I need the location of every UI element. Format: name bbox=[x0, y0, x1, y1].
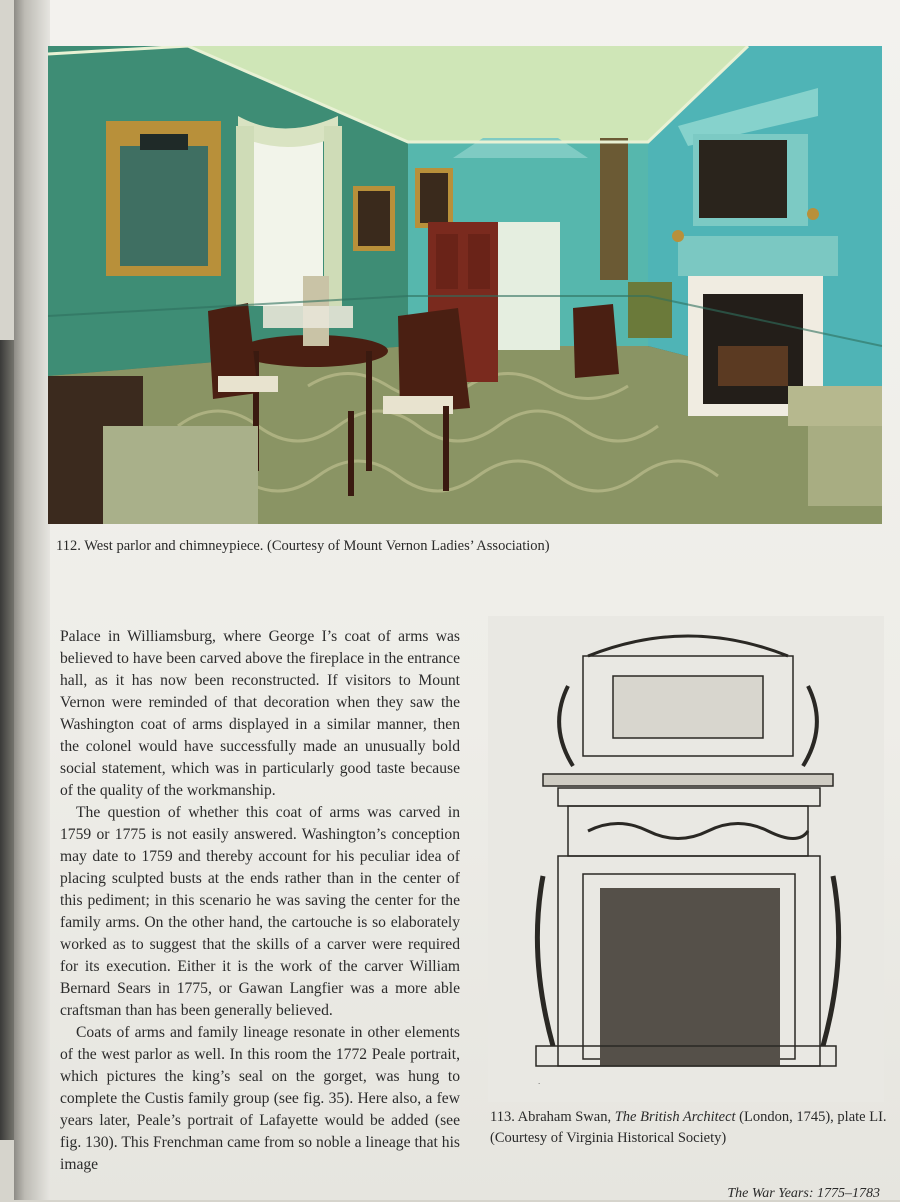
figure-113-caption bbox=[490, 1107, 890, 1149]
engraving-illustration bbox=[488, 616, 884, 1102]
running-head: The War Years: 1775–1783 bbox=[727, 1186, 880, 1201]
body-text-column bbox=[60, 626, 460, 1176]
west-parlor-photo bbox=[48, 46, 882, 524]
caption-rest: (London, 1745), plate LI. (Courtesy of Virginia Historical Society) bbox=[490, 1109, 887, 1147]
figure-112-caption: 112. West parlor and chimneypiece. (Courtesy of Mount Vernon Ladies’ Association) bbox=[56, 538, 550, 554]
chimneypiece-engraving bbox=[488, 616, 884, 1102]
caption-book-title: The British Architect bbox=[614, 1109, 736, 1125]
caption-number: 113. Abraham Swan, bbox=[490, 1109, 615, 1125]
gutter-shadow bbox=[14, 0, 50, 1200]
svg-text:.: . bbox=[538, 1078, 541, 1086]
parlor-illustration bbox=[48, 46, 882, 524]
paragraph: Palace in Williamsburg, where George I’s coat of arms was believed to have been carved above the fireplace in the entrance hall, as it has now been reconstructed. If visitors to Mount Vernon were reminded of that decoration when they saw the Washington coat of arms displayed in a similar manner, then the colonel would have successfully made an unusually bold social statement, which was in particularly good taste because of the quality of the workmanship. bbox=[60, 628, 460, 799]
paragraph: Coats of arms and family lineage resonate in other elements of the west parlor as well. In this room the 1772 Peale portrait, which pictures the king’s seal on the gorget, was hung to complete the Custis family group (see fig. 35). Here also, a few years later, Peale’s portrait of Lafayette would be added (see fig. 130). This Frenchman came from so noble a lineage that his image bbox=[60, 1024, 460, 1173]
paragraph: The question of whether this coat of arms was carved in 1759 or 1775 is not easily answered. Washington’s conception may date to 1759 and thereby account for his peculiar idea of placing sculpted busts at the ends rather than in the center of this pediment; in this scenario he was saving the center for the family arms. On the other hand, the cartouche is so elaborately worked as to suggest that the skills of a carver were required for its execution. Either it is the work of the carver William Bernard Sears in 1775, or Gawan Langfier was a more able craftsman than has been generally believed. bbox=[60, 804, 460, 1019]
